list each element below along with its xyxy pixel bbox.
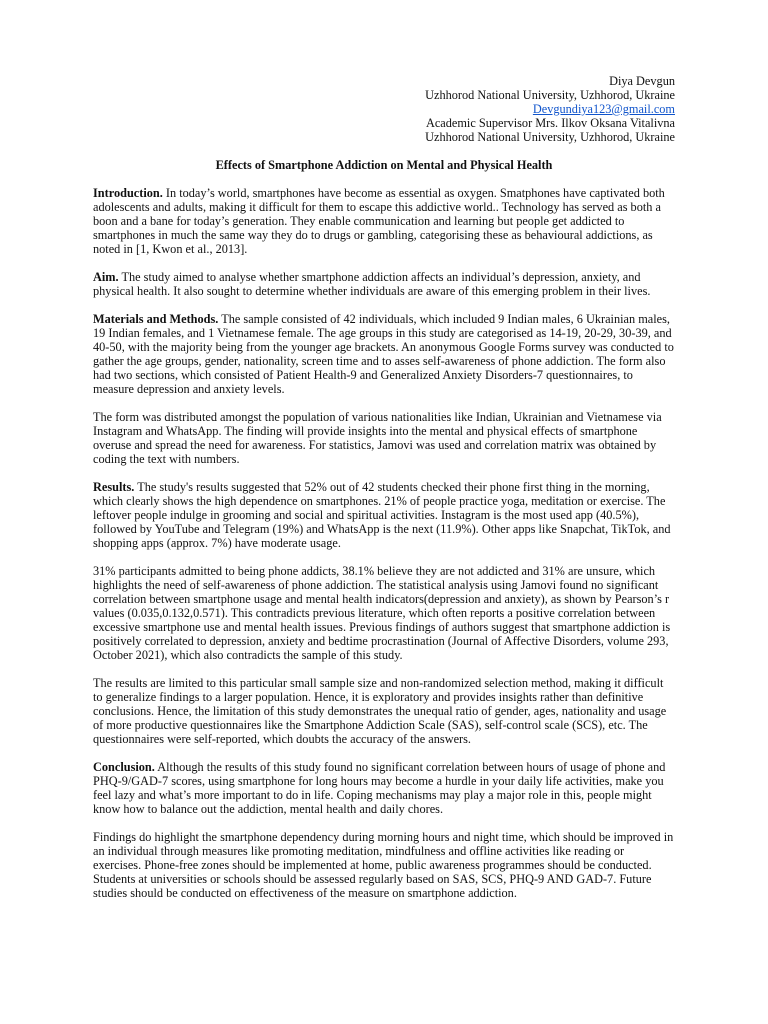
results-paragraph-3: The results are limited to this particular small sample size and non-randomized selection method, making it difficult to generalize findings to a larger population. Hence, it is exploratory and provides insights rather than definitive conclusions. Hence, the limitation of this study demonstrates the unequal ratio of gender, ages, nationality and usage of more productive questionnaires like the Smartphone Addiction Scale (SAS), self-control scale (SCS), etc. The questionnaires were self-reported, which doubts the accuracy of the answers. bbox=[93, 676, 667, 746]
results-text: The study's results suggested that 52% out of 42 students checked their phone first thing in the morning, which clearly shows the high dependence on smartphones. 21% of people practice yoga, meditation or exercise. The leftover people indulge in grooming and social and spiritual activities. Instagram is the most used app (40.5%), followed by YouTube and Telegram (19%) and WhatsApp is the next (11.9%). Other apps like Snapchat, TikTok, and shopping apps (approx. 7%) have moderate usage. bbox=[93, 480, 671, 550]
results-paragraph bbox=[93, 480, 675, 550]
supervisor-line: Academic Supervisor Mrs. Ilkov Oksana Vitalivna bbox=[425, 116, 675, 130]
supervisor-affiliation: Uzhhorod National University, Uzhhorod, Ukraine bbox=[425, 130, 675, 144]
methods-paragraph bbox=[93, 312, 675, 396]
document-page bbox=[93, 74, 675, 914]
methods-text: The sample consisted of 42 individuals, which included 9 Indian males, 6 Ukrainian males, 19 Indian females, and 1 Vietnamese female. The age groups in this study are categorised as 14-19, 20-29, 30-39, and 40-50, with the majority being from the younger age brackets. An anonymous Google Forms survey was conducted to gather the age groups, gender, nationality, screen time and to asses self-awareness of phone addiction. The form also had two sections, which consisted of Patient Health-9 and Generalized Anxiety Disorders-7 questionnaires, to measure depression and anxiety levels. bbox=[93, 312, 674, 396]
author-header bbox=[93, 74, 675, 144]
introduction-text: In today’s world, smartphones have become as essential as oxygen. Smatphones have captivated both adolescents and adults, making it difficult for them to escape this addictive world.. Technology has served as both a boon and a bane for today’s generation. They enable communication and learning but people get addicted to smartphones in much the same way they do to drugs or gambling, categorising these as behavioural addictions, as noted in [1, Kwon et al., 2013]. bbox=[93, 186, 665, 256]
author-affiliation: Uzhhorod National University, Uzhhorod, Ukraine bbox=[425, 88, 675, 102]
aim-text: The study aimed to analyse whether smartphone addiction affects an individual’s depression, anxiety, and physical health. It also sought to determine whether individuals are aware of this emerging problem in their lives. bbox=[93, 270, 651, 298]
author-name: Diya Devgun bbox=[609, 74, 675, 88]
results-heading: Results. bbox=[93, 480, 135, 494]
introduction-heading: Introduction. bbox=[93, 186, 163, 200]
aim-paragraph bbox=[93, 270, 675, 298]
conclusion-paragraph-2: Findings do highlight the smartphone dependency during morning hours and night time, which should be improved in an individual through measures like promoting meditation, mindfulness and offline activities like reading or exercises. Phone-free zones should be implemented at home, public awareness programmes should be conducted. Students at universities or schools should be assessed regularly based on SAS, SCS, PHQ-9 AND GAD-7. Future studies should be conducted on effectiveness of the measure on smartphone addiction. bbox=[93, 830, 674, 900]
results-paragraph-2: 31% participants admitted to being phone addicts, 38.1% believe they are not addicted and 31% are unsure, which highlights the need of self-awareness of phone addiction. The statistical analysis using Jamovi found no significant correlation between smartphone usage and mental health indicators(depression and anxiety), as shown by Pearson’s r values (0.035,0.132,0.571). This contradicts previous literature, which often reports a positive correlation between excessive smartphone use and mental health issues. Previous findings of authors suggest that smartphone addiction is positively correlated to depression, anxiety and bedtime procrastination (Journal of Affective Disorders, volume 293, October 2021), which also contradicts the sample of this study. bbox=[93, 564, 671, 662]
methods-paragraph-2: The form was distributed amongst the population of various nationalities like Indian, Ukrainian and Vietnamese via Instagram and WhatsApp. The finding will provide insights into the mental and physical effects of smartphone overuse and spread the need for awareness. For statistics, Jamovi was used and correlation matrix was obtained by coding the text with numbers. bbox=[93, 410, 662, 466]
conclusion-text: Although the results of this study found no significant correlation between hours of usage of phone and PHQ-9/GAD-7 scores, using smartphone for long hours may become a hurdle in your daily life activities, make you feel lazy and what’s more important to do in life. Coping mechanisms may play a major role in this, people might know how to balance out the addiction, mental health and daily chores. bbox=[93, 760, 666, 816]
conclusion-paragraph bbox=[93, 760, 675, 816]
author-email-link[interactable]: Devgundiya123@gmail.com bbox=[532, 102, 675, 116]
aim-heading: Aim. bbox=[93, 270, 119, 284]
introduction-paragraph bbox=[93, 186, 675, 256]
document-title: Effects of Smartphone Addiction on Mental and Physical Health bbox=[215, 158, 553, 172]
conclusion-heading: Conclusion. bbox=[93, 760, 155, 774]
methods-heading: Materials and Methods. bbox=[93, 312, 219, 326]
